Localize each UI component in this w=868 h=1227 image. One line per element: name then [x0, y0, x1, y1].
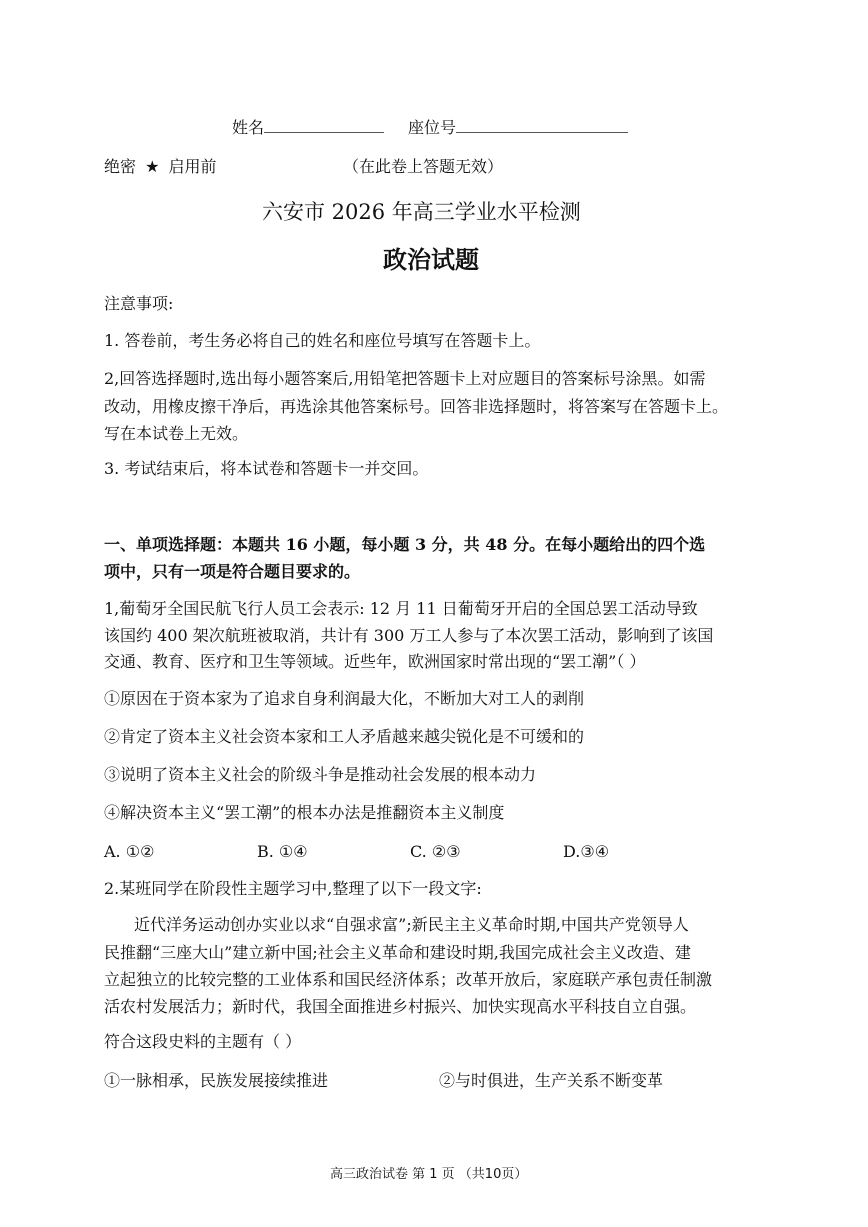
subject-title: 政治试题	[383, 246, 479, 274]
q1-statement-1: ①原因在于资本家为了追求自身利润最大化，不断加大对工人的剥削	[104, 689, 585, 708]
name-field	[232, 118, 384, 138]
q2-passage-line-1: 近代洋务运动创办实业以求“自强求富”;新民主主义革命时期,中国共产党领导人	[134, 915, 689, 934]
section-heading-line-1: 一、单项选择题：本题共 16 小题，每小题 3 分，共 48 分。在每小题给出的四个选	[104, 535, 706, 554]
q1-statement-4: ④解决资本主义“罢工潮”的根本办法是推翻资本主义制度	[104, 803, 505, 822]
secret-label: 绝密	[104, 157, 137, 176]
q2-question: 符合这段史料的主题有（ ）	[104, 1032, 302, 1051]
notice-item-3: 3. 考试结束后，将本试卷和答题卡一并交回。	[104, 459, 429, 478]
seat-field	[408, 118, 628, 138]
star-icon: ★	[145, 157, 160, 176]
q1-option-d: D.③④	[563, 842, 610, 861]
q2-passage-line-3: 立起独立的比较完整的工业体系和国民经济体系；改革开放后，家庭联产承包责任制激	[104, 970, 713, 989]
q1-stem-line-2: 该国约 400 架次航班被取消，共计有 300 万工人参与了本次罢工活动，影响到了该国	[104, 626, 714, 645]
name-blank	[264, 118, 384, 133]
seat-blank	[456, 118, 628, 133]
invalid-note: （在此卷上答题无效）	[343, 157, 504, 176]
name-label: 姓名	[232, 118, 265, 137]
q1-statement-3: ③说明了资本主义社会的阶级斗争是推动社会发展的根本动力	[104, 765, 537, 784]
start-label: 启用前	[168, 157, 217, 176]
q1-option-a: A. ①②	[104, 842, 155, 861]
q1-stem-line-1: 1,葡萄牙全国民航飞行人员工会表示: 12 月 11 日葡萄牙开启的全国总罢工活动导致	[104, 599, 698, 618]
q2-statement-2: ②与时俱进，生产关系不断变革	[439, 1071, 664, 1090]
q1-statement-2: ②肯定了资本主义社会资本家和工人矛盾越来越尖锐化是不可缓和的	[104, 727, 585, 746]
q2-passage-line-4: 活农村发展活力；新时代，我国全面推进乡村振兴、加快实现高水平科技自立自强。	[104, 997, 697, 1016]
notice-item-2-line-1: 2,回答选择题时,选出每小题答案后,用铅笔把答题卡上对应题目的答案标号涂黑。如需	[104, 369, 706, 388]
seat-label: 座位号	[408, 118, 457, 137]
q2-passage-line-2: 民推翻“三座大山”建立新中国;社会主义革命和建设时期,我国完成社会主义改造、建	[104, 943, 691, 962]
notice-item-2-line-3: 写在本试卷上无效。	[104, 424, 249, 443]
notice-heading: 注意事项:	[104, 294, 174, 313]
q2-statement-1: ①一脉相承，民族发展接续推进	[104, 1071, 329, 1090]
q2-stem: 2.某班同学在阶段性主题学习中,整理了以下一段文字:	[104, 879, 482, 898]
page-footer: 高三政治试卷 第 1 页 （共10页）	[330, 1167, 528, 1182]
q1-option-c: C. ②③	[410, 842, 461, 861]
section-heading-line-2: 项中，只有一项是符合题目要求的。	[104, 562, 361, 581]
notice-item-1: 1. 答卷前，考生务必将自己的姓名和座位号填写在答题卡上。	[104, 331, 541, 350]
q1-option-b: B. ①④	[257, 842, 308, 861]
exam-title: 六安市 2026 年高三学业水平检测	[262, 200, 581, 224]
secret-mark	[104, 157, 217, 177]
q1-stem-line-3: 交通、教育、医疗和卫生等领域。近些年，欧洲国家时常出现的“罢工潮”（ ）	[104, 652, 646, 671]
notice-item-2-line-2: 改动，用橡皮擦干净后，再选涂其他答案标号。回答非选择题时，将答案写在答题卡上。	[104, 397, 729, 416]
